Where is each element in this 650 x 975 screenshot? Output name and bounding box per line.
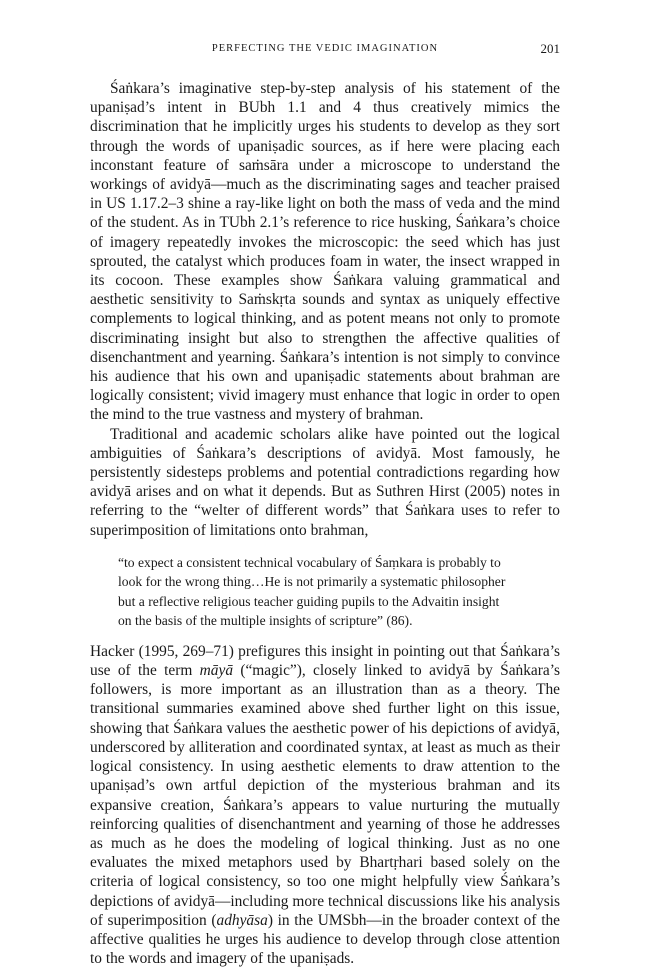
page-number: 201 xyxy=(540,41,560,56)
running-head xyxy=(90,41,560,61)
paragraph-3-text: (“magic”), closely linked to avidyā by Śaṅkara’s followers, is more important as an illustration than as a theory. The transitional summaries examined above shed further light on this issue, showing that Śaṅkara values the aesthetic power of his depictions of avidyā, underscored by alliteration and coordinated syntax, at least as much as their logical consistency. In using aesthetic elements to draw attention to the upaniṣad’s own artful depiction of the mysterious brahman and its expansive creation, Śaṅkara’s appears to value nurturing the mutually reinforcing qualities of disenchantment and yearning of those he addresses as much as he does the modeling of logical thinking. Just as no one evaluates the mixed metaphors used by Bhartṛhari based solely on the criteria of logical consistency, so too one might helpfully view Śaṅkara’s depictions of avidyā—including more technical discussions like his analysis of superimposition ( xyxy=(90,662,560,929)
paragraph-2: Traditional and academic scholars alike have pointed out the logical ambiguities of Śaṅkara’s descriptions of avidyā. Most famously, he persistently sidesteps problems and potential contradictions regarding how avidyā arises and on what it depends. But as Suthren Hirst (2005) notes in referring to the “welter of different words” that Śaṅkara uses to refer to superimposition of limitations onto brahman, xyxy=(90,425,560,539)
block-quote-line: on the basis of the multiple insights of scripture” (86). xyxy=(118,613,413,629)
paragraph-3-text: ) in the UMSbh—in the broader context of the affective qualities he urges his audience to develop through close attention to the words and imagery of the upaniṣads. xyxy=(90,911,560,968)
paragraph-3 xyxy=(90,642,560,968)
term-maya: māyā xyxy=(199,662,234,680)
block-quote xyxy=(90,553,560,631)
block-quote-line: look for the wrong thing…He is not primarily a systematic philosopher xyxy=(118,574,506,590)
term-adhyasa: adhyāsa xyxy=(216,911,268,929)
paragraph-1: Śaṅkara’s imaginative step-by-step analysis of his statement of the upaniṣad’s intent in BUbh 1.1 and 4 thus creatively mimics the discrimination that he implicitly urges his students to develop as they sort through the words of upaniṣadic sources, as if here were placing each inconstant feature of saṁsāra under a microscope to understand the workings of avidyā—much as the discriminating sages and teacher praised in US 1.17.2–3 shine a ray-like light on both the mass of veda and the mind of the student. As in TUbh 2.1’s reference to rice husking, Śaṅkara’s choice of imagery repeatedly invokes the microscopic: the seed which has just sprouted, the catalyst which produces foam in water, the insect wrapped in its cocoon. These examples show Śaṅkara valuing grammatical and aesthetic sensitivity to Saṁskṛta sounds and syntax as uniquely effective complements to logical thinking, and as potent means not only to promote discriminating insight but also to strengthen the affective qualities of disenchantment and yearning. Śaṅkara’s intention is not simply to convince his audience that his own and upaniṣadic statements about brahman are logically consistent; vivid imagery must enhance that logic in order to open the mind to the true vastness and mystery of brahman. xyxy=(90,80,560,424)
page-body xyxy=(90,79,560,968)
paragraph-3-text: Hacker (1995, 269–71) prefigures this insight in pointing out that Śaṅkara’s use of the term xyxy=(90,642,560,680)
block-quote-line: “to expect a consistent technical vocabulary of Śaṃkara is probably to xyxy=(118,554,501,570)
block-quote-line: but a reflective religious teacher guiding pupils to the Advaitin insight xyxy=(118,593,500,609)
running-title: PERFECTING THE VEDIC IMAGINATION xyxy=(211,43,439,54)
